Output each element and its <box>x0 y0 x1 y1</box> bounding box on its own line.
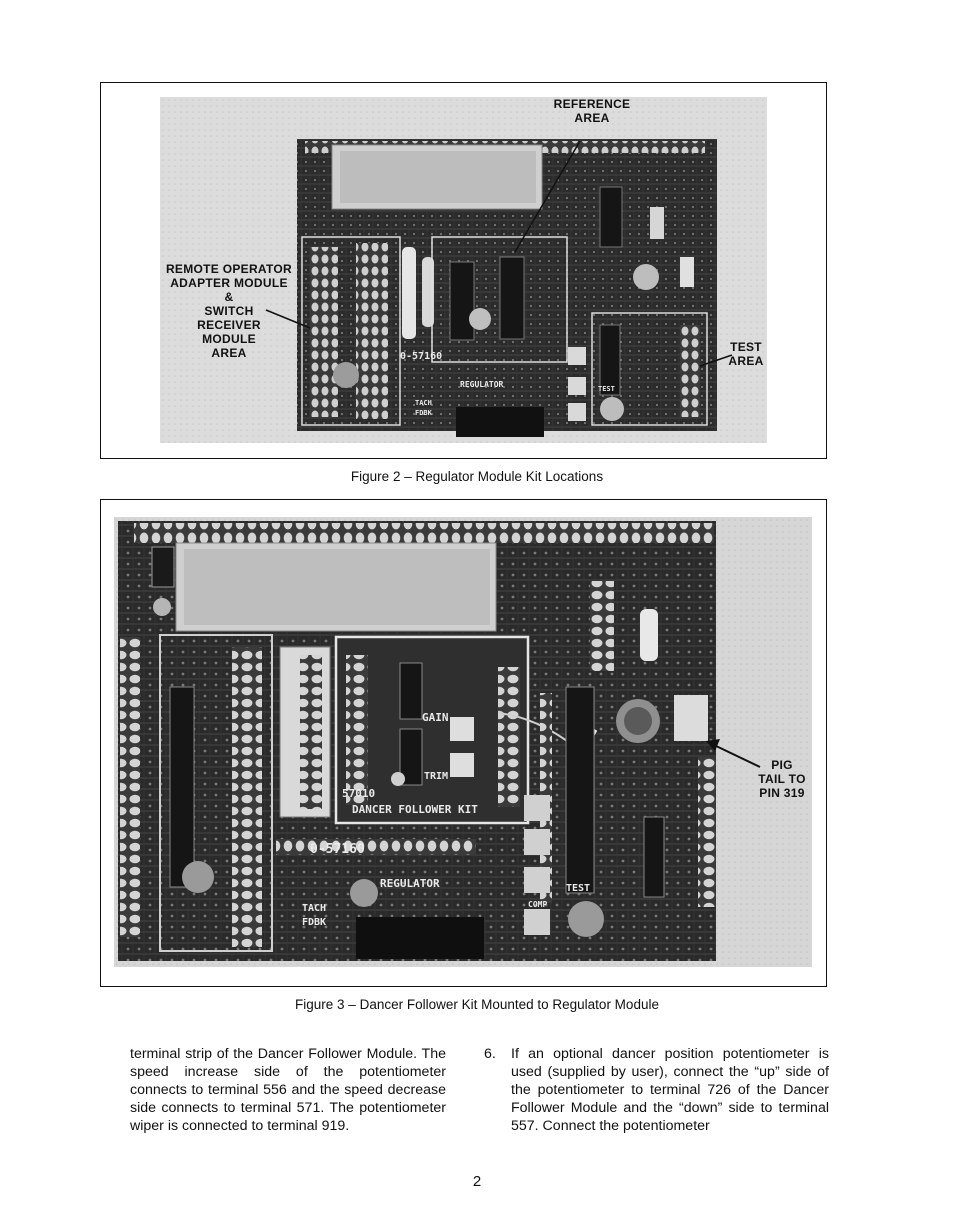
page-number: 2 <box>472 1173 482 1190</box>
callout-line: TAIL TO <box>758 772 806 786</box>
callout-line: MODULE <box>202 332 256 346</box>
fig2-callout-test-area <box>722 340 770 368</box>
fig3-callout-pig-tail <box>754 758 810 800</box>
fig2-board-test-label: TEST <box>598 385 615 393</box>
fig2-board-part-number: 0-57160 <box>400 351 443 362</box>
fig3-board-comp-label: COMP <box>528 900 548 909</box>
callout-line: REMOTE OPERATOR <box>165 262 293 276</box>
callout-line: REFERENCE <box>553 97 631 111</box>
fig3-board-regulator-label: REGULATOR <box>380 877 440 890</box>
fig3-board-part-number: 0-57160 <box>310 842 365 857</box>
callout-line: SWITCH <box>204 304 254 318</box>
callout-line: AREA <box>211 346 247 360</box>
left-column-text: terminal strip of the Dancer Follower Module. The speed increase side of the potentiometer connects to terminal 556 and the speed decrease side connects to terminal 571. The potentiometer wiper is connected to terminal 919. <box>130 1046 446 1134</box>
figure-3-photo <box>114 517 812 967</box>
figure-2-caption: Figure 2 – Regulator Module Kit Locations <box>350 469 604 484</box>
callout-line: AREA <box>728 354 764 368</box>
fig2-board-tach-label: TACH <box>415 399 432 407</box>
callout-line: & <box>224 290 234 304</box>
fig3-board-test-label: TEST <box>566 883 591 894</box>
callout-line: RECEIVER <box>197 318 261 332</box>
callout-line: ADAPTER MODULE <box>170 276 288 290</box>
fig3-board-fdbk-label: FDBK <box>302 917 327 928</box>
callout-line: AREA <box>574 111 610 125</box>
fig3-board-trim-label: TRIM <box>424 771 449 782</box>
fig2-board-regulator-label: REGULATOR <box>460 380 504 389</box>
fig2-callout-reference-area <box>544 97 640 125</box>
fig2-callout-remote-operator <box>156 262 302 360</box>
fig2-board-fdbk-label: FDBK <box>415 409 432 417</box>
figure-3-caption: Figure 3 – Dancer Follower Kit Mounted to Regulator Module <box>295 997 659 1012</box>
callout-line: PIN 319 <box>759 786 805 800</box>
right-column-text: If an optional dancer position potentiometer is used (supplied by user), connect the “up” side of the potentiometer to terminal 726 of the Dancer Follower Module and the “down” side to terminal 557. Connect the potentiometer <box>511 1046 829 1134</box>
callout-line: TEST <box>730 340 762 354</box>
callout-line: PIG <box>771 758 793 772</box>
fig3-board-kit-number: 57010 <box>342 787 376 800</box>
fig3-board-tach-label: TACH <box>302 903 327 914</box>
fig3-board-dancer-label: DANCER FOLLOWER KIT <box>352 803 478 816</box>
item-number: 6. <box>484 1046 496 1062</box>
fig3-board-gain-label: GAIN <box>422 711 449 724</box>
